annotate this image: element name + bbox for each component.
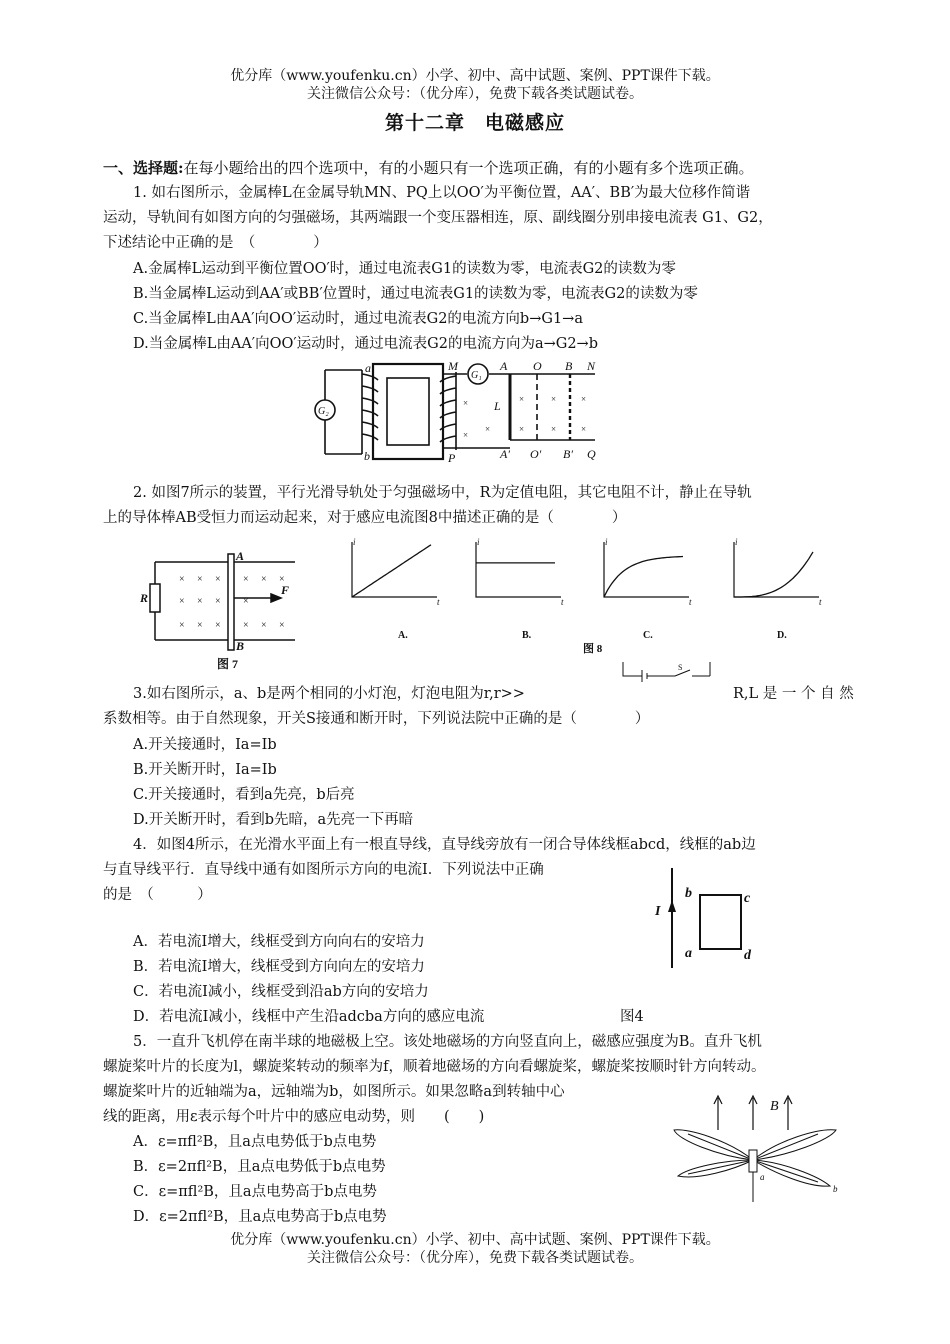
q3-option-d: D.开关断开时，看到b先暗，a先亮一下再暗	[133, 812, 414, 828]
field-mark: ×	[261, 620, 267, 631]
graph-a-y-axis-label: i	[353, 537, 356, 547]
field-mark: ×	[243, 574, 249, 585]
q3-option-c: C.开关接通时，看到a先亮，b后亮	[133, 787, 355, 803]
q5-label-b-field: B	[770, 1099, 779, 1114]
graph-d-x-axis-label: t	[819, 597, 822, 607]
field-mark: ×	[197, 574, 203, 585]
label-q: Q	[587, 447, 596, 461]
graph-c-label: C.	[643, 630, 653, 641]
page-footer-line-2: 关注微信公众号：（优分库），免费下载各类试题试卷。	[307, 1250, 643, 1266]
fig7-caption: 图 7	[217, 657, 239, 671]
label-b: b	[364, 449, 370, 463]
label-o-prime: O′	[530, 447, 542, 461]
q5-label-b: b	[833, 1184, 838, 1194]
field-mark: ×	[215, 620, 221, 631]
current-arrow-icon	[668, 900, 676, 912]
section-label: 一、选择题:	[103, 159, 184, 177]
fig8-graphs	[340, 535, 840, 660]
resistor-icon	[150, 584, 160, 612]
fig8-caption: 图 8	[583, 643, 603, 655]
field-mark: ×	[243, 596, 249, 607]
field-mark: ×	[519, 394, 525, 404]
q4-label-c: c	[744, 891, 751, 906]
q4-option-b: B．若电流I增大，线框受到方向向左的安培力	[133, 959, 425, 975]
field-mark: ×	[551, 394, 557, 404]
q1-line-1: 1. 如右图所示，金属棒L在金属导轨MN、PQ上以OO′为平衡位置，AA′、BB′为最大位移作简谐	[133, 185, 751, 201]
fig7-label-f: F	[281, 583, 290, 597]
q1-option-c: C.当金属棒L由AA′向OO′运动时，通过电流表G2的电流方向b→G1→a	[133, 311, 583, 327]
field-mark: ×	[261, 574, 267, 585]
field-mark: ×	[519, 424, 525, 434]
q4-label-b: b	[685, 886, 692, 901]
section-instructions: 在每小题给出的四个选项中，有的小题只有一个选项正确，有的小题有多个选项正确。	[183, 159, 754, 177]
q2-line-1: 2. 如图7所示的装置，平行光滑导轨处于匀强磁场中，R为定值电阻，其它电阻不计，静止在导轨	[133, 485, 752, 501]
field-mark: ×	[581, 424, 587, 434]
q1-line-2: 运动，导轨间有如图方向的匀强磁场，其两端跟一个变压器相连，原、副线圈分别串接电流表 G1、G2，	[103, 210, 773, 226]
q1-option-d: D.当金属棒L由AA′向OO′运动时，通过电流表G2的电流方向为a→G2→b	[133, 336, 598, 352]
q1-line-3: 下述结论中正确的是 （ ）	[103, 235, 328, 251]
label-b-rail: B	[565, 359, 573, 373]
label-a-rail: A	[500, 359, 508, 373]
label-g2: G₂	[318, 406, 329, 417]
label-o: O	[533, 359, 542, 373]
q4-label-i: I	[655, 904, 661, 919]
propeller-blades-icon	[674, 1130, 836, 1202]
q4-line-2: 与直导线平行．直导线中通有如图所示方向的电流I．下列说法中正确	[103, 862, 544, 878]
graph-b-x-axis-label: t	[561, 597, 564, 607]
field-mark: ×	[279, 574, 285, 585]
field-mark: ×	[179, 620, 185, 631]
field-mark: ×	[179, 596, 185, 607]
field-mark: ×	[197, 596, 203, 607]
propeller-figure	[668, 1090, 848, 1205]
q3-option-b: B.开关断开时，Ia=Ib	[133, 762, 277, 778]
q5-option-a: A．ε=πfl²B，且a点电势低于b点电势	[133, 1134, 377, 1150]
q5-label-a: a	[760, 1172, 765, 1182]
q4-option-d: D．若电流I减小，线框中产生沿adcba方向的感应电流	[133, 1009, 485, 1025]
q3-option-a: A.开关接通时，Ia=Ib	[133, 737, 277, 753]
q3-line-2: 系数相等。由于自然现象，开关S接通和断开时，下列说法院中正确的是（ ）	[103, 711, 650, 727]
page-header-line-2: 关注微信公众号：（优分库），免费下载各类试题试卷。	[307, 86, 643, 102]
graph-d	[734, 542, 819, 597]
label-p: P	[448, 451, 456, 465]
graph-b-y-axis-label: i	[477, 537, 480, 547]
switch-label: S	[678, 663, 683, 672]
graph-c-x-axis-label: t	[689, 597, 692, 607]
q4-option-a: A．若电流I增大，线框受到方向向右的安培力	[133, 934, 425, 950]
fig7-label-b: B	[236, 639, 245, 653]
graph-d-label: D.	[777, 630, 787, 641]
field-mark: ×	[463, 430, 469, 440]
q2-line-2: 上的导体棒AB受恒力而运动起来，对于感应电流图8中描述正确的是（ ）	[103, 510, 627, 526]
field-mark: ×	[279, 620, 285, 631]
q3-line-1-right: R,L 是 一 个 自 然	[733, 686, 854, 702]
q4-figure-caption: 图4	[620, 1009, 644, 1025]
graph-curve	[352, 545, 431, 597]
q1-option-a: A.金属棒L运动到平衡位置OO′时，通过电流表G1的读数为零，电流表G2的读数为零	[133, 261, 676, 277]
graph-c	[604, 542, 689, 597]
fig7-rail-diagram	[135, 548, 310, 673]
label-a-prime: A′	[500, 447, 510, 461]
field-mark: ×	[581, 394, 587, 404]
graph-axes	[734, 542, 819, 597]
graph-a-label: A.	[398, 630, 408, 641]
label-m: M	[448, 359, 458, 373]
q4-line-1: 4．如图4所示，在光滑水平面上有一根直导线，直导线旁放有一闭合导体线框abcd，线框的ab边	[133, 837, 756, 853]
field-mark: ×	[485, 424, 491, 434]
page-footer-line-1: 优分库（www.youfenku.cn）小学、初中、高中试题、案例、PPT课件下载。	[230, 1232, 720, 1248]
q5-option-c: C．ε=πfl²B，且a点电势高于b点电势	[133, 1184, 377, 1200]
q4-option-c: C．若电流I减小，线框受到沿ab方向的安培力	[133, 984, 429, 1000]
label-l: L	[494, 399, 501, 413]
graph-curve	[604, 557, 683, 598]
field-mark: ×	[215, 574, 221, 585]
q1-transformer-figure	[305, 358, 615, 468]
fig7-label-a: A	[236, 549, 245, 563]
graph-curve	[734, 552, 813, 597]
q5-option-d: D．ε=2πfl²B，且a点电势高于b点电势	[133, 1209, 387, 1225]
q4-line-3: 的是 （ ）	[103, 887, 212, 903]
q5-line-1: 5．一直升飞机停在南半球的地磁极上空。该处地磁场的方向竖直向上，磁感应强度为B。直升飞机	[133, 1034, 762, 1050]
field-mark: ×	[179, 574, 185, 585]
q4-wire-frame-figure	[645, 862, 765, 972]
page-header-line-1: 优分库（www.youfenku.cn）小学、初中、高中试题、案例、PPT课件下载。	[230, 68, 720, 84]
label-n: N	[587, 359, 596, 373]
label-g1: G₁	[471, 370, 482, 381]
fig7-label-r: R	[140, 591, 149, 605]
field-mark: ×	[463, 398, 469, 408]
graph-b	[476, 542, 561, 597]
section-heading	[103, 157, 754, 179]
force-arrow-icon	[271, 594, 281, 602]
q4-label-d: d	[744, 948, 751, 963]
graph-b-label: B.	[522, 630, 532, 641]
q5-line-4: 线的距离，用ε表示每个叶片中的感应电动势，则 ( )	[103, 1109, 485, 1125]
graph-a-x-axis-label: t	[437, 597, 440, 607]
label-b-prime: B′	[563, 447, 573, 461]
q5-line-3: 螺旋桨叶片的近轴端为a，远轴端为b，如图所示。如果忽略a到转轴中心	[103, 1084, 565, 1100]
graph-axes	[476, 542, 561, 597]
graph-a	[352, 542, 437, 597]
field-mark: ×	[551, 424, 557, 434]
q5-line-2: 螺旋桨叶片的长度为l，螺旋桨转动的频率为f，顺着地磁场的方向看螺旋桨，螺旋桨按顺时针方向转动。	[103, 1059, 766, 1075]
q3-switch-circuit	[620, 658, 715, 688]
graph-c-y-axis-label: i	[605, 537, 608, 547]
q1-option-b: B.当金属棒L运动到AA′或BB′位置时，通过电流表G1的读数为零，电流表G2的读数为零	[133, 286, 698, 302]
field-mark: ×	[243, 620, 249, 631]
graph-axes	[604, 542, 689, 597]
q3-line-1-left: 3.如右图所示，a、b是两个相同的小灯泡，灯泡电阻为r,r>>	[133, 686, 525, 702]
q5-option-b: B．ε=2πfl²B，且a点电势低于b点电势	[133, 1159, 386, 1175]
q4-label-a: a	[685, 946, 692, 961]
graph-d-y-axis-label: i	[735, 537, 738, 547]
field-mark: ×	[197, 620, 203, 631]
label-a: a	[365, 361, 371, 375]
field-mark: ×	[215, 596, 221, 607]
chapter-title: 第十二章 电磁感应	[384, 112, 565, 134]
